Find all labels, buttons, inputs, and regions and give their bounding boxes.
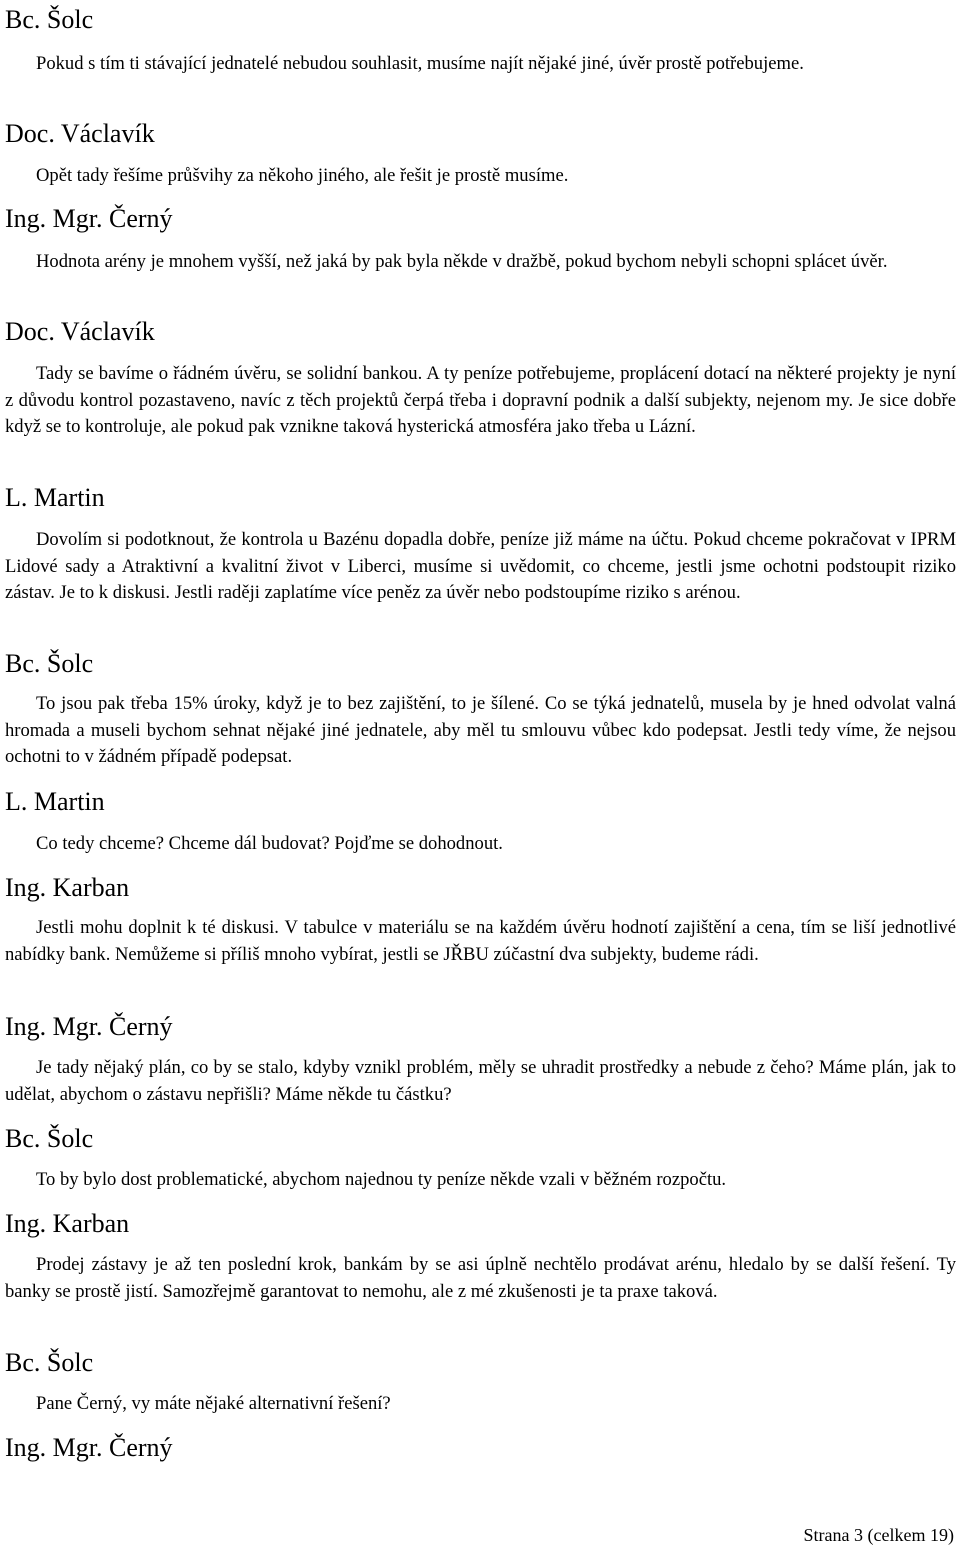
speaker-name: Doc. Václavík	[5, 119, 155, 148]
speaker-name: Bc. Šolc	[5, 1124, 94, 1153]
speaker-name: Bc. Šolc	[5, 1348, 94, 1377]
statement-text: Je tady nějaký plán, co by se stalo, kdyby vznikl problém, měly se uhradit prostředky a nebude z čeho? Máme plán, jak to udělat, abychom o zástavu nepřišli? Máme někde tu částku?	[5, 1057, 956, 1105]
statement-text: Pokud s tím ti stávající jednatelé nebudou souhlasit, musíme najít nějaké jiné, úvěr prostě potřebujeme.	[36, 53, 804, 74]
speaker-name: Bc. Šolc	[5, 5, 94, 34]
statement-text: Prodej zástavy je až ten poslední krok, bankám by se asi úplně nechtělo prodávat arénu, hledalo by se další řešení. Ty banky se prostě jistí. Samozřejmě garantovat to nemohu, ale z mé zkušenosti je ta praxe taková.	[5, 1254, 956, 1302]
speaker-name: Ing. Mgr. Černý	[5, 204, 173, 233]
speaker-name: L. Martin	[5, 483, 105, 512]
speaker-name: Ing. Karban	[5, 1209, 130, 1238]
statement-text: Co tedy chceme? Chceme dál budovat? Pojďme se dohodnout.	[36, 833, 503, 854]
statement-text: Opět tady řešíme průšvihy za někoho jiného, ale řešit je prostě musíme.	[36, 165, 569, 186]
speaker-name: Bc. Šolc	[5, 649, 94, 678]
statement-text: Tady se bavíme o řádném úvěru, se solidní bankou. A ty peníze potřebujeme, proplácení dotací na některé projekty je nyní z důvodu kontrol pozastaveno, navíc z těch projektů čerpá třeba i dopravní podnik a další subjekty, nejenom my. Je sice dobře když se to kontroluje, ale pokud pak vznikne taková hysterická atmosféra jako třeba u Lázní.	[5, 363, 956, 438]
statement-text: To by bylo dost problematické, abychom najednou ty peníze někde vzali v běžném rozpočtu.	[36, 1169, 727, 1190]
speaker-name: Ing. Mgr. Černý	[5, 1012, 173, 1041]
statement-text: Pane Černý, vy máte nějaké alternativní řešení?	[36, 1393, 391, 1414]
speaker-name: Doc. Václavík	[5, 317, 155, 346]
statement-text: Jestli mohu doplnit k té diskusi. V tabulce v materiálu se na každém úvěru hodnotí zajištění a cena, tím se liší jednotlivé nabídky bank. Nemůžeme si příliš mnoho vybírat, jestli se JŘBU zúčastní dva subjekty, budeme rádi.	[5, 917, 956, 965]
statement-text: Hodnota arény je mnohem vyšší, než jaká by pak byla někde v dražbě, pokud bychom nebyli schopni splácet úvěr.	[36, 251, 888, 272]
statement-text: To jsou pak třeba 15% úroky, když je to bez zajištění, to je šílené. Co se týká jednatelů, musela by je hned odvolat valná hromada a museli bychom sehnat nějaké jiné jednatele, aby měl tu smlouvu vůbec kdo podepsat. Jestli tedy víme, že nejsou ochotni to v žádném případě podepsat.	[5, 693, 956, 768]
speaker-name: Ing. Mgr. Černý	[5, 1433, 173, 1462]
statement-text: Dovolím si podotknout, že kontrola u Bazénu dopadla dobře, peníze již máme na účtu. Pokud chceme pokračovat v IPRM Lidové sady a Atraktivní a kvalitní život v Liberci, musíme si uvědomit, co chceme, jestli jsme ochotni podstoupit riziko zástav. Je to k diskusi. Jestli raději zaplatíme více peněz za úvěr nebo podstoupíme riziko s arénou.	[5, 529, 956, 604]
speaker-name: L. Martin	[5, 787, 105, 816]
page-number: Strana 3 (celkem 19)	[803, 1525, 954, 1545]
speaker-name: Ing. Karban	[5, 873, 130, 902]
